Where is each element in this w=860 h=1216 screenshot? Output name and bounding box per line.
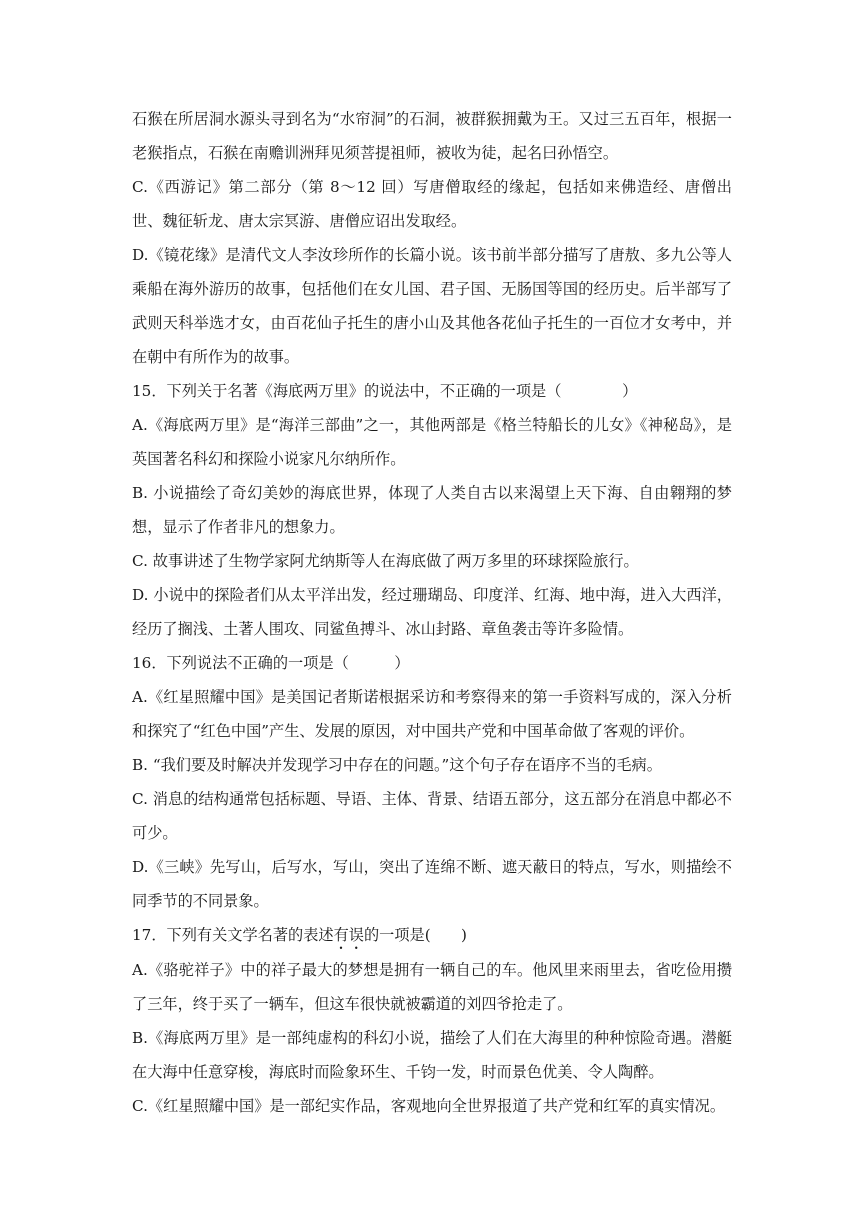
paragraph-continued: 石猴在所居洞水源头寻到名为“水帘洞”的石洞，被群猴拥戴为王。又过三五百年，根据一老猴指点，石猴在南赡训洲拜见须菩提祖师，被收为徒，起名曰孙悟空。 <box>132 110 732 162</box>
q15-option-c: C. 故事讲述了生物学家阿尤纳斯等人在海底做了两万多里的环球探险旅行。 <box>132 552 639 570</box>
q15-option-b: B. 小说描绘了奇幻美妙的海底世界，体现了人类自古以来渴望上天下海、自由翱翔的梦想，显示了作者非凡的想象力。 <box>132 484 732 536</box>
document-page <box>132 102 732 1123</box>
question-17-prefix: 17．下列有关文学名著的表述 <box>132 926 334 944</box>
q16-option-d: D.《三峡》先写山，后写水，写山，突出了连绵不断、遮天蔽日的特点，写水，则描绘不同季节的不同景象。 <box>132 858 732 910</box>
q17-option-a: A.《骆驼祥子》中的祥子最大的梦想是拥有一辆自己的车。他风里来雨里去，省吃俭用攒了三年，终于买了一辆车，但这车很快就被霸道的刘四爷抢走了。 <box>132 961 732 1013</box>
q17-option-c: C.《红星照耀中国》是一部纪实作品，客观地向全世界报道了共产党和红军的真实情况。 <box>132 1097 726 1115</box>
question-16: 16．下列说法不正确的一项是（ ） <box>132 654 410 672</box>
q15-option-d: D. 小说中的探险者们从太平洋出发，经过珊瑚岛、印度洋、红海、地中海，进入大西洋，经历了搁浅、土著人围攻、同鲨鱼搏斗、冰山封路、章鱼袭击等许多险情。 <box>132 586 732 638</box>
q16-option-a: A.《红星照耀中国》是美国记者斯诺根据采访和考察得来的第一手资料写成的，深入分析和探究了“红色中国”产生、发展的原因，对中国共产党和中国革命做了客观的评价。 <box>132 688 732 740</box>
question-17 <box>132 918 732 953</box>
q15-option-a: A.《海底两万里》是“海洋三部曲”之一，其他两部是《格兰特船长的儿女》《神秘岛》，是英国著名科幻和探险小说家凡尔纳所作。 <box>132 416 732 468</box>
question-17-emphasis: 有误 <box>333 926 364 944</box>
option-d-jinghuayuan: D.《镜花缘》是清代文人李汝珍所作的长篇小说。该书前半部分描写了唐敖、多九公等人乘船在海外游历的故事，包括他们在女儿国、君子国、无肠国等国的经历史。后半部写了武则天科举选才女，由百花仙子托生的唐小山及其他各花仙子托生的一百位才女考中，并在朝中有所作为的故事。 <box>132 246 732 366</box>
question-17-suffix: 的一项是( ) <box>363 926 467 944</box>
option-c-xiyouji: C.《西游记》第二部分（第 8～12 回）写唐僧取经的缘起，包括如来佛造经、唐僧出世、魏征斩龙、唐太宗冥游、唐僧应诏出发取经。 <box>132 178 732 230</box>
question-15: 15．下列关于名著《海底两万里》的说法中，不正确的一项是（ ） <box>132 382 638 400</box>
q16-option-c: C. 消息的结构通常包括标题、导语、主体、背景、结语五部分，这五部分在消息中都必不可少。 <box>132 790 732 842</box>
q16-option-b: B. “我们要及时解决并发现学习中存在的问题。”这个句子存在语序不当的毛病。 <box>132 756 662 774</box>
q17-option-b: B.《海底两万里》是一部纯虚构的科幻小说，描绘了人们在大海里的种种惊险奇遇。潜艇在大海中任意穿梭，海底时而险象环生、千钧一发，时而景色优美、令人陶醉。 <box>132 1029 732 1081</box>
